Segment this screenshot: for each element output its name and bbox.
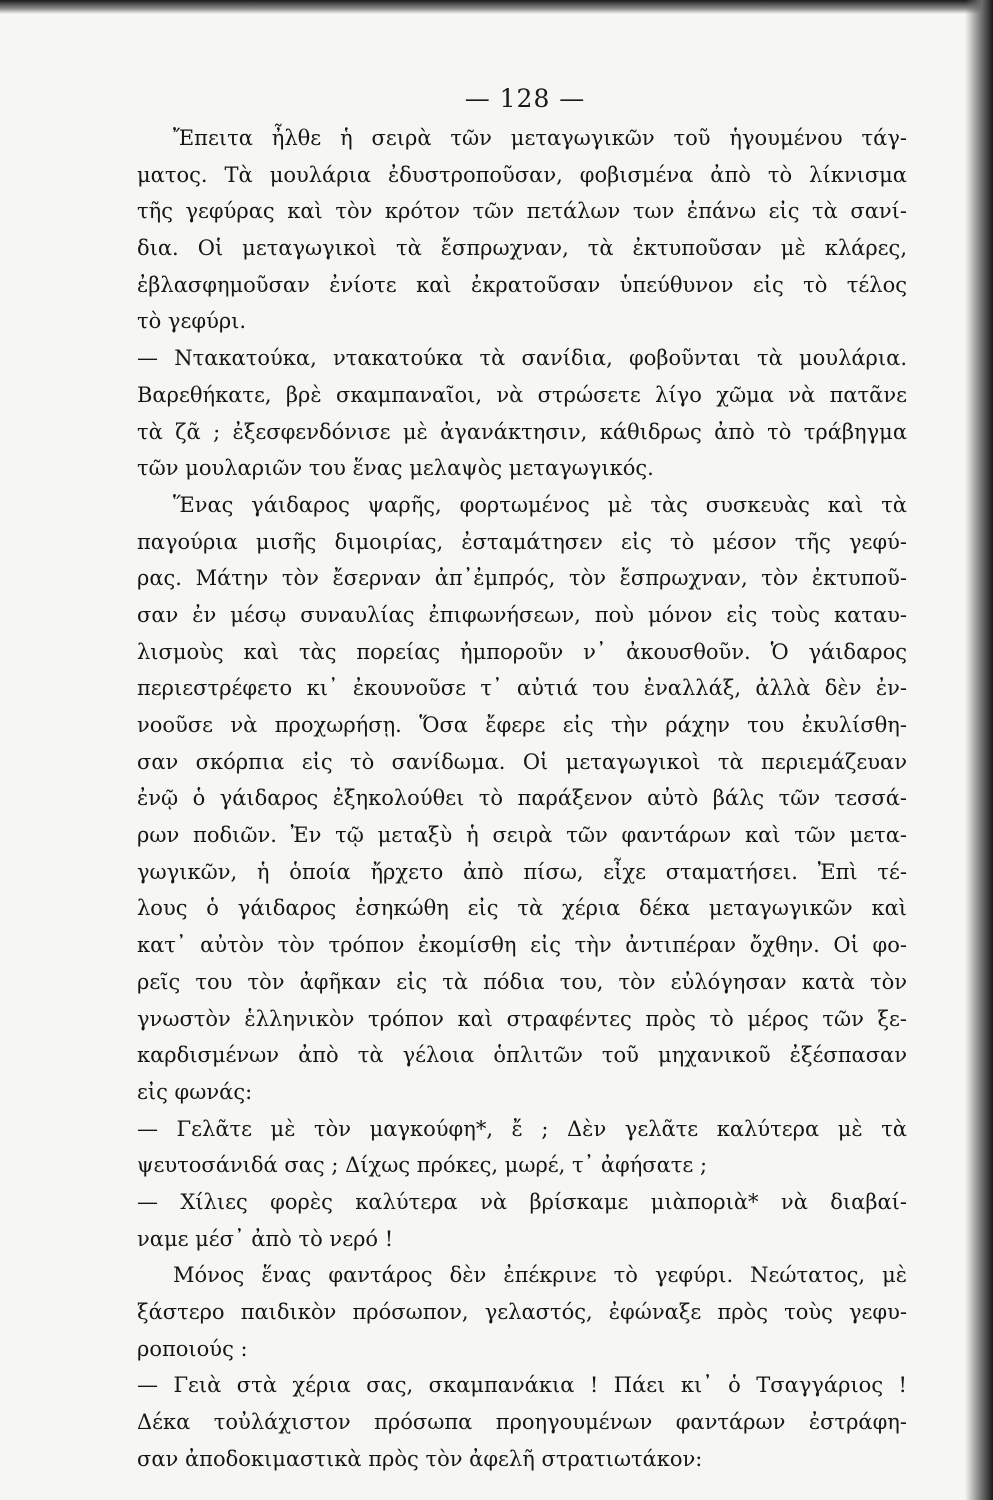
text-line: ματος. Τὰ μουλάρια ἐδυστροποῦσαν, φοβισμένα ἀπὸ τὸ λίκνισμα xyxy=(137,162,907,187)
text-line: τῶν μουλαριῶν του ἕνας μελαψὸς μεταγωγικός. xyxy=(137,456,654,481)
text-line: ροποιούς : xyxy=(137,1336,248,1361)
text-line: τῆς γεφύρας καὶ τὸν κρότον τῶν πετάλων των ἐπάνω εἰς τὰ σανί- xyxy=(137,199,907,224)
text-line: ἐβλασφημοῦσαν ἐνίοτε καὶ ἐκρατοῦσαν ὑπεύθυνον εἰς τὸ τέλος xyxy=(137,272,907,297)
text-line: Ἔπειτα ἦλθε ἡ σειρὰ τῶν μεταγωγικῶν τοῦ ἡγουμένου τάγ- xyxy=(173,126,907,150)
text-line: περιεστρέφετο κι᾽ ἐκουνοῦσε τ᾽ αὐτιά του ἐναλλάξ, ἀλλὰ δὲν ἐν- xyxy=(137,676,907,701)
text-line: — Ντακατούκα, ντακατούκα τὰ σανίδια, φοβοῦνται τὰ μουλάρια. xyxy=(137,346,907,371)
text-line: ρας. Μάτην τὸν ἔσερναν ἀπ᾽ἐμπρός, τὸν ἔσπρωχναν, τὸν ἐκτυποῦ- xyxy=(137,566,907,591)
text-line: ρεῖς του τὸν ἀφῆκαν εἰς τὰ πόδια του, τὸν εὐλόγησαν κατὰ τὸν xyxy=(137,969,907,994)
text-line: καρδισμένων ἀπὸ τὰ γέλοια ὁπλιτῶν τοῦ μηχανικοῦ ἐξέσπασαν xyxy=(137,1043,907,1068)
scan-top-edge xyxy=(0,0,993,14)
text-line: σαν ἀποδοκιμαστικὰ πρὸς τὸν ἀφελῆ στρατιωτάκον: xyxy=(137,1446,703,1471)
text-line: ναμε μέσ᾽ ἀπὸ τὸ νερό ! xyxy=(137,1226,394,1251)
text-line: γωγικῶν, ἡ ὁποία ἤρχετο ἀπὸ πίσω, εἶχε σταματήσει. Ἐπὶ τέ- xyxy=(137,859,907,884)
text-line: παγούρια μισῆς διμοιρίας, ἐσταμάτησεν εἰς τὸ μέσον τῆς γεφύ- xyxy=(137,529,907,554)
text-line: Ἕνας γάιδαρος ψαρῆς, φορτωμένος μὲ τὰς συσκευὰς καὶ τὰ xyxy=(173,492,907,517)
text-line: λισμοὺς καὶ τὰς πορείας ἠμποροῦν ν᾽ ἀκουσθοῦν. Ὁ γάιδαρος xyxy=(137,639,907,664)
text-line: Βαρεθήκατε, βρὲ σκαμπαναῖοι, νὰ στρώσετε λίγο χῶμα νὰ πατᾶνε xyxy=(137,382,907,407)
text-line: Δέκα τοὐλάχιστον πρόσωπα προηγουμένων φαντάρων ἐστράφη- xyxy=(137,1410,907,1435)
page-number: — 128 — xyxy=(464,84,586,113)
text-line: λους ὁ γάιδαρος ἐσηκώθη εἰς τὰ χέρια δέκα μεταγωγικῶν καὶ xyxy=(137,896,907,921)
text-line: σαν σκόρπια εἰς τὸ σανίδωμα. Οἱ μεταγωγικοὶ τὰ περιεμάζευαν xyxy=(137,749,907,774)
scan-right-edge xyxy=(965,0,993,1500)
body-text xyxy=(137,120,907,1477)
text-line: τὰ ζᾶ ; ἐξεσφενδόνισε μὲ ἀγανάκτησιν, κάθιδρως ἀπὸ τὸ τράβηγμα xyxy=(137,419,907,444)
text-line: σαν ἐν μέσῳ συναυλίας ἐπιφωνήσεων, ποὺ μόνον εἰς τοὺς καταυ- xyxy=(137,602,907,627)
text-line: ψευτοσάνιδά σας ; Δίχως πρόκες, μωρέ, τ᾽ ἀφήσατε ; xyxy=(137,1153,708,1178)
text-line: — Γειὰ στὰ χέρια σας, σκαμπανάκια ! Πάει κι᾽ ὁ Τσαγγάριος ! xyxy=(137,1373,907,1398)
text-line: ἐνῷ ὁ γάιδαρος ἐξηκολούθει τὸ παράξενον αὐτὸ βάλς τῶν τεσσά- xyxy=(137,786,907,811)
text-line: εἰς φωνάς: xyxy=(137,1079,253,1104)
text-line: — Γελᾶτε μὲ τὸν μαγκούφη*, ἔ ; Δὲν γελᾶτε καλύτερα μὲ τὰ xyxy=(137,1116,907,1141)
text-line: κατ᾽ αὐτὸν τὸν τρόπον ἐκομίσθη εἰς τὴν ἀντιπέραν ὄχθην. Οἱ φο- xyxy=(137,933,907,958)
text-line: δια. Οἱ μεταγωγικοὶ τὰ ἔσπρωχναν, τὰ ἐκτυποῦσαν μὲ κλάρες, xyxy=(137,236,907,261)
text-line: ξάστερο παιδικὸν πρόσωπον, γελαστός, ἐφώναξε πρὸς τοὺς γεφυ- xyxy=(137,1300,907,1324)
text-line: Μόνος ἕνας φαντάρος δὲν ἐπέκρινε τὸ γεφύρι. Νεώτατος, μὲ xyxy=(173,1263,907,1288)
text-line: νοοῦσε νὰ προχωρήσῃ. Ὅσα ἔφερε εἰς τὴν ράχην του ἐκυλίσθη- xyxy=(137,713,907,737)
text-line: ρων ποδιῶν. Ἐν τῷ μεταξὺ ἡ σειρὰ τῶν φαντάρων καὶ τῶν μετα- xyxy=(137,823,907,848)
text-line: γνωστὸν ἑλληνικὸν τρόπον καὶ στραφέντες πρὸς τὸ μέρος τῶν ξε- xyxy=(137,1006,907,1031)
text-line: — Χίλιες φορὲς καλύτερα νὰ βρίσκαμε μιὰποριὰ* νὰ διαβαί- xyxy=(137,1189,907,1214)
text-line: τὸ γεφύρι. xyxy=(137,309,247,334)
